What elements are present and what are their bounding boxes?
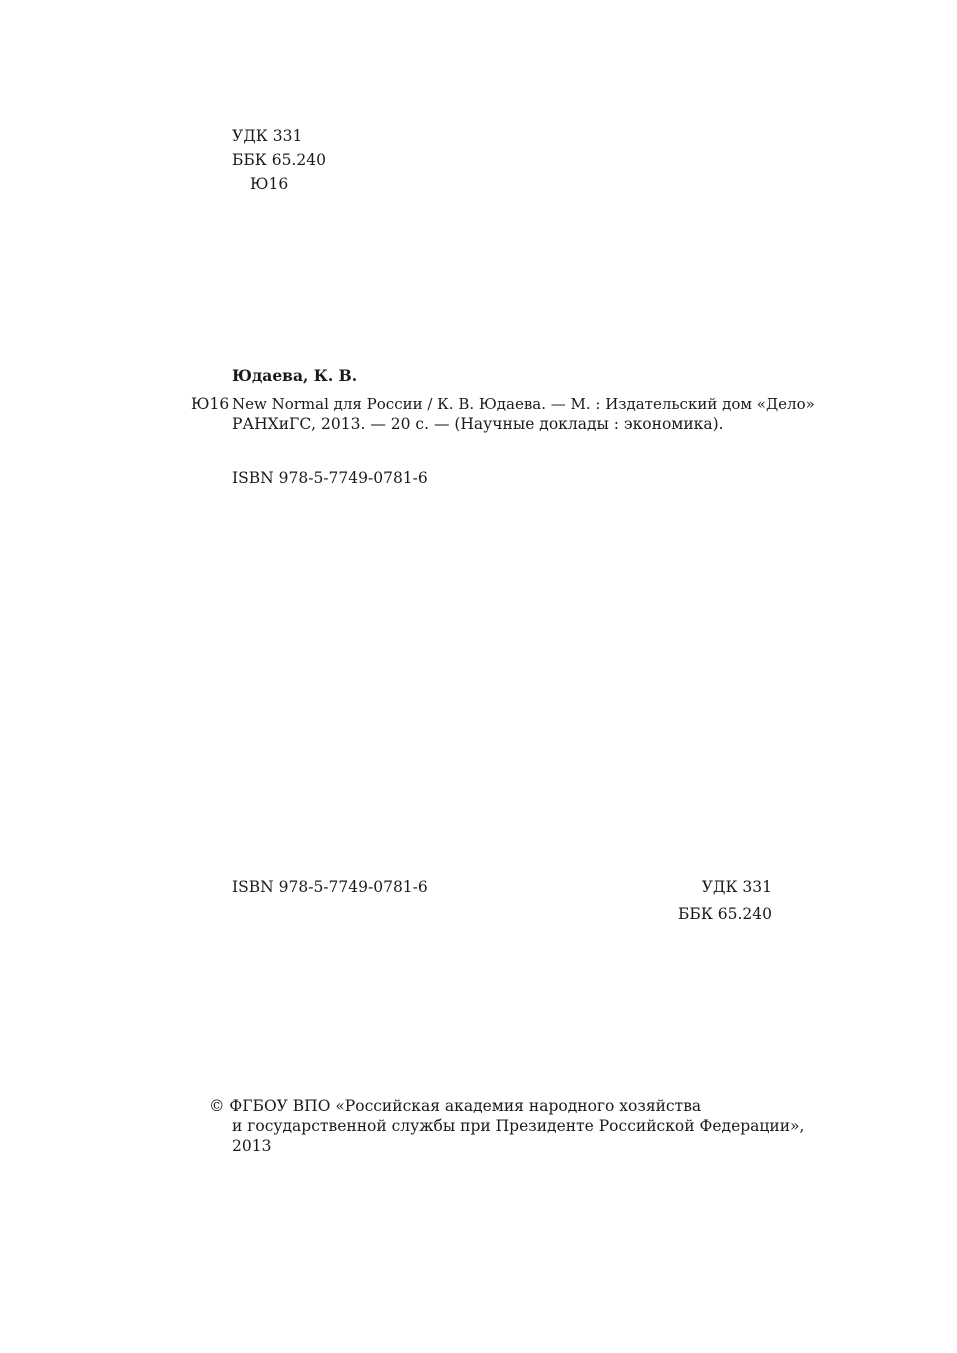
footer-udk: УДК 331 (701, 878, 772, 896)
bbk-code: ББК 65.240 (232, 151, 326, 169)
copyright-line3: 2013 (232, 1137, 272, 1155)
record-description-line1: New Normal для России / К. В. Юдаева. — М. : Издательский дом «Дело» (232, 395, 815, 413)
copyright-line2: и государственной службы при Президенте Российской Федерации», (232, 1117, 805, 1135)
record-isbn: ISBN 978-5-7749-0781-6 (232, 469, 428, 487)
footer-isbn: ISBN 978-5-7749-0781-6 (232, 878, 428, 896)
copyright-line1: © ФГБОУ ВПО «Российская академия народного хозяйства (209, 1097, 702, 1115)
footer-bbk: ББК 65.240 (678, 905, 772, 923)
author-sign: Ю16 (250, 175, 289, 193)
record-author-sign: Ю16 (191, 395, 230, 413)
record-author: Юдаева, К. В. (232, 366, 358, 385)
record-description-line2: РАНХиГС, 2013. — 20 с. — (Научные доклады : экономика). (232, 415, 724, 433)
udk-code: УДК 331 (232, 127, 303, 145)
